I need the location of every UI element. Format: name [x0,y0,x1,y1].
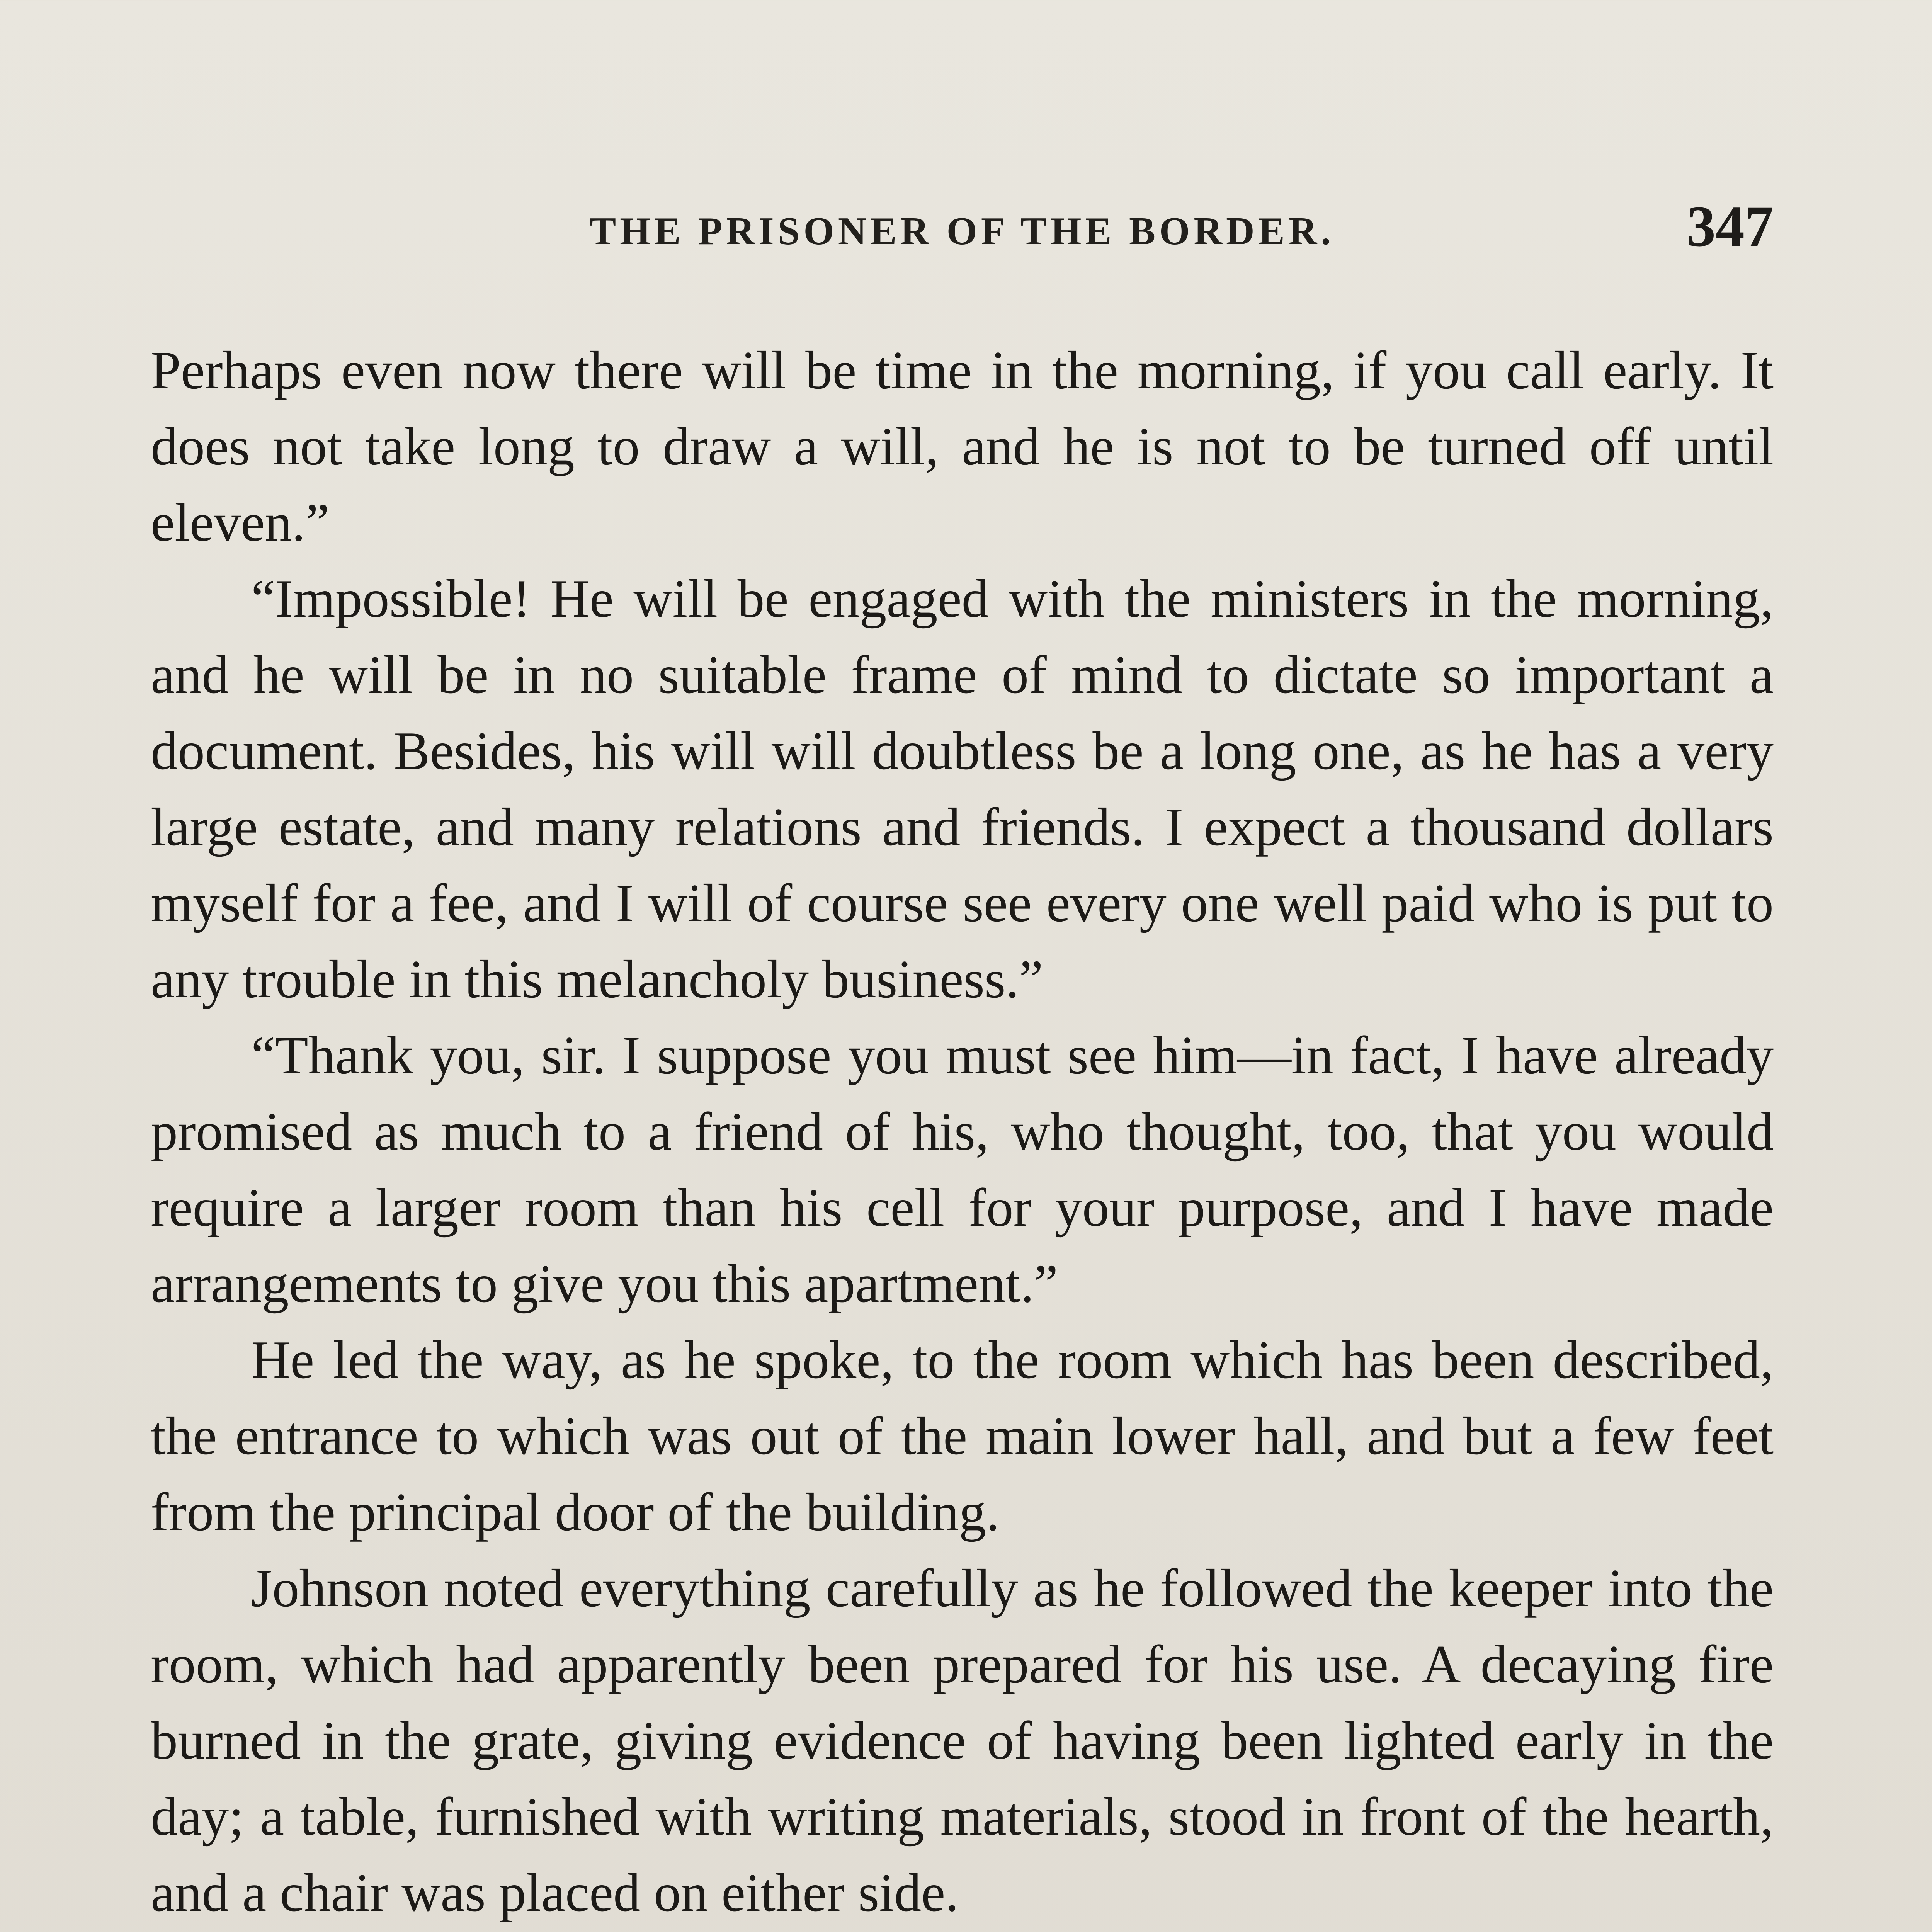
paragraph-johnson: Johnson noted everything carefully as he followed the keeper into the room, which had apparently been prepared for his use. A decaying fire burned in the grate, giving evidence of having been lighted early in the day; a table, furnished with writing materials, stood in front of the hearth, and a chair was placed on either side. [151,1558,1774,1923]
paragraph-thank-you: “Thank you, sir. I suppose you must see him—in fact, I have already promised as much to a friend of his, who thought, too, that you would require a larger room than his cell for your purpose, and I have made arrangements to give you this apartment.” [151,1026,1774,1314]
page-number: 347 [1687,194,1774,259]
running-head: THE PRISONER OF THE BORDER. [590,209,1335,253]
paragraph-impossible: “Impossible! He will be engaged with the ministers in the morning, and he will be in no suitable frame of mind to dictate so important a document. Besides, his will will doubtless be a long one, as he has a very large estate, and many relations and friends. I expect a thousand dollars myself for a fee, and I will of course see every one well paid who is put to any trouble in this melancholy business.” [151,569,1774,1009]
page-header [151,193,1774,270]
body-text [151,332,1774,1932]
paragraph-continuation: Perhaps even now there will be time in the morning, if you call early. It does not take long to draw a will, and he is not to be turned off until eleven.” [151,340,1774,553]
paragraph-led-the-way: He led the way, as he spoke, to the room which has been described, the entrance to which was out of the main lower hall, and but a few feet from the principal door of the building. [151,1330,1774,1542]
